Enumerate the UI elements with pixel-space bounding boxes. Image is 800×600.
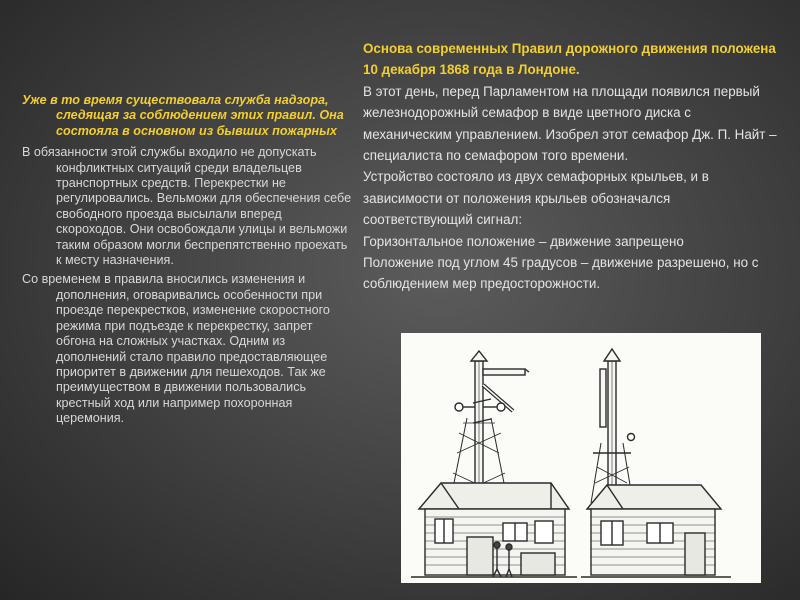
semaphore-paragraph: В этот день, перед Парламентом на площади появился первый железнодорожный семафор в виде цветного диска с механическим управлением. Изобрел этот семафор Дж. П. Найт – специалиста по семафором того времени. xyxy=(363,83,777,164)
service-paragraph: Уже в то время существовала служба надзора, следящая за соблюдением этих правил. Она состояла в основном из бывших пожарных xyxy=(22,93,344,138)
semaphore-drawing xyxy=(401,333,761,583)
semaphore-illustration xyxy=(401,333,761,583)
left-text-column xyxy=(22,93,352,431)
history-heading: Основа современных Правил дорожного движения положена 10 декабря 1868 года в Лондоне. xyxy=(363,41,776,78)
right-text-column xyxy=(363,38,783,295)
changes-paragraph: Со временем в правила вносились изменения и дополнения, оговаривались особенности при проезде перекрестков, изменение скоростного режима при подъезде к перекрестку, запрет обгона на сложных участках. Одним из дополнений стало правило предоставляющее приоритет в движении для пешеходов. Так же преимуществом в движении пользовались крестный ход или например похоронная церемония. xyxy=(22,272,330,426)
right-building-icon xyxy=(581,485,731,577)
left-building-icon xyxy=(411,483,577,577)
right-semaphore-icon xyxy=(591,349,635,503)
duties-paragraph: В обязанности этой службы входило не допускать конфликтных ситуаций среди владельцев транспортных средств. Перекрестки не регулировались. Вельможи для обеспечения себе свободного проезда высылали вперед скороходов. Они освобождали улицы и вельможи таким образом могли беспрепятственно проехать к месту назначения. xyxy=(22,145,352,268)
horizontal-signal-text: Горизонтальное положение – движение запрещено xyxy=(363,233,684,249)
diagonal-signal-text: Положение под углом 45 градусов – движение разрешено, но с соблюдением мер предосторожности. xyxy=(363,255,759,292)
device-paragraph: Устройство состояло из двух семафорных крыльев, и в зависимости от положения крыльев обозначался соответствующий сигнал: xyxy=(363,169,709,228)
